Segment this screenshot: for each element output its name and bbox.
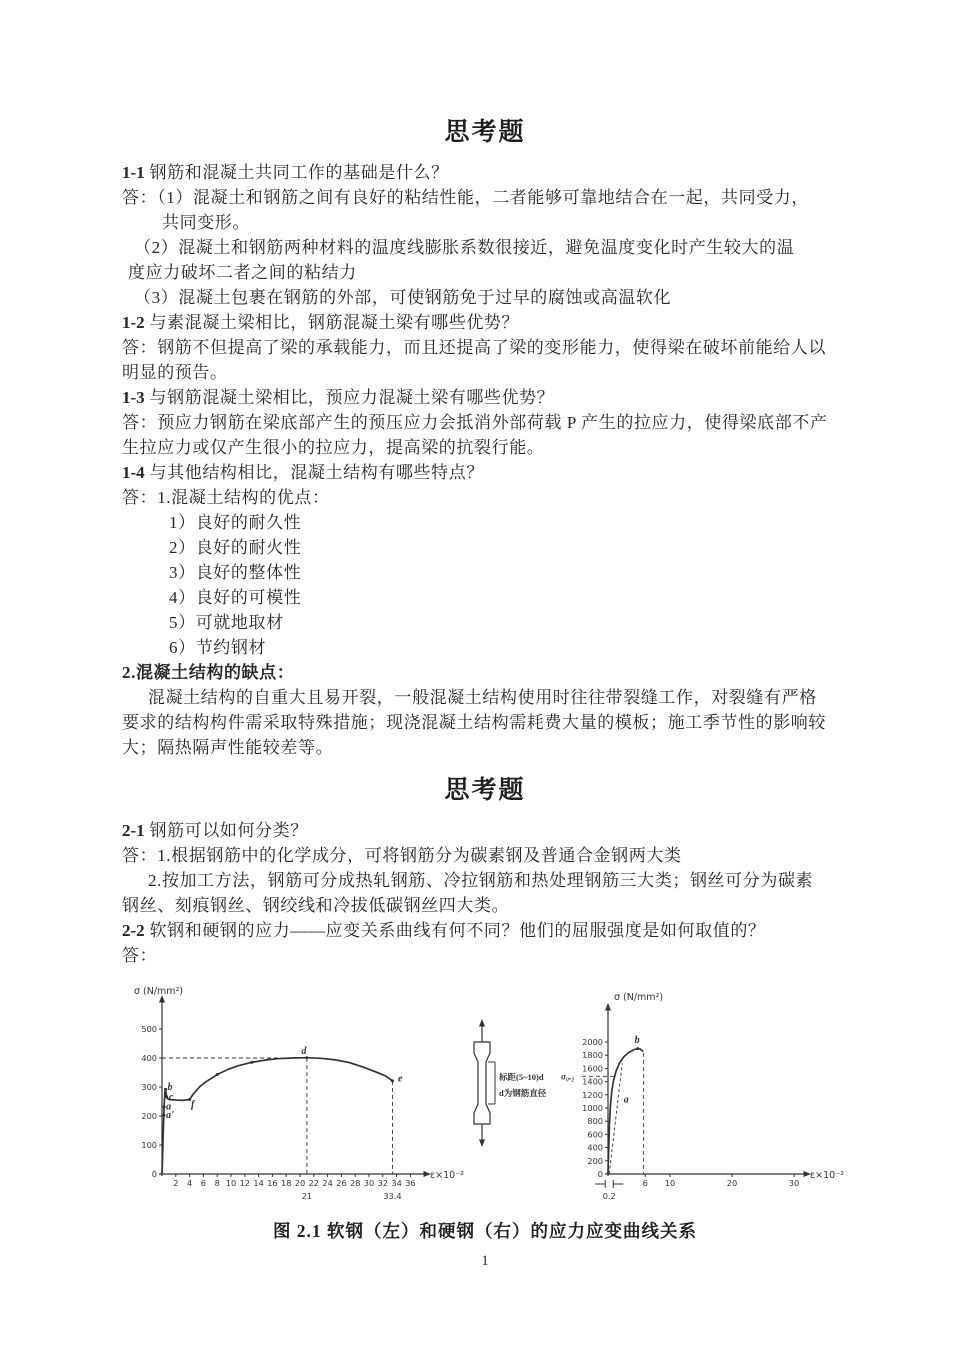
line-text: 要求的结构构件需采取特殊措施；现浇混凝土结构需耗费大量的模板；施工季节性的影响较 [122, 713, 826, 732]
doc-line [122, 660, 848, 685]
doc-line [122, 385, 848, 410]
svg-text:b: b [167, 1082, 173, 1093]
doc-line [122, 610, 848, 635]
svg-text:30: 30 [363, 1178, 375, 1188]
document-body [122, 118, 848, 968]
doc-line [122, 943, 848, 968]
line-text: 生拉应力或仅产生很小的拉应力，提高梁的抗裂行能。 [122, 438, 545, 457]
svg-text:32: 32 [377, 1178, 389, 1188]
doc-line [122, 843, 848, 868]
svg-text:f: f [190, 1099, 195, 1111]
svg-text:6: 6 [200, 1178, 207, 1188]
line-text: 答：预应力钢筋在梁底部产生的预压应力会抵消外部荷载 P 产生的拉应力，使得梁底部不产 [122, 413, 828, 432]
line-text: 4）良好的可模性 [169, 588, 302, 607]
figure-2-1 [122, 976, 848, 1216]
doc-line [122, 868, 848, 893]
svg-text:14: 14 [253, 1178, 264, 1188]
doc-line [122, 460, 848, 485]
svg-text:d为钢筋直径: d为钢筋直径 [499, 1088, 547, 1098]
doc-line [122, 560, 848, 585]
doc-line [122, 210, 848, 235]
line-text: 2）良好的耐火性 [169, 538, 302, 557]
question-number: 2-2 [122, 921, 145, 940]
page-number: 1 [481, 1253, 489, 1269]
svg-text:a': a' [166, 1110, 174, 1122]
specimen-outline [474, 1042, 490, 1124]
svg-text:d: d [301, 1046, 307, 1058]
svg-text:20: 20 [294, 1178, 306, 1188]
svg-text:c: c [168, 1091, 174, 1103]
svg-text:100: 100 [141, 1140, 157, 1150]
svg-text:30: 30 [788, 1178, 800, 1188]
svg-text:6: 6 [642, 1178, 648, 1188]
question-number: 2-1 [122, 821, 145, 840]
doc-line [122, 160, 848, 185]
tension-arrow-up-icon [479, 1019, 485, 1027]
y-axis-arrow-icon [605, 1003, 611, 1011]
svg-text:500: 500 [141, 1024, 157, 1034]
doc-line [122, 585, 848, 610]
svg-text:1600: 1600 [582, 1063, 603, 1074]
line-text: 答： [122, 946, 158, 965]
line-text: （3）混凝土包裹在钢筋的外部，可使钢筋免于过早的腐蚀或高温软化 [134, 288, 672, 307]
doc-line [122, 185, 848, 210]
figure-caption: 图 2.1 软钢（左）和硬钢（右）的应力应变曲线关系 [272, 1221, 698, 1241]
svg-text:e: e [397, 1073, 403, 1085]
svg-text:4: 4 [186, 1178, 193, 1188]
doc-line [122, 410, 848, 435]
line-text: 软钢和硬钢的应力——应变关系曲线有何不同？他们的屈服强度是如何取值的？ [149, 921, 766, 940]
question-number: 1-1 [122, 163, 145, 182]
doc-line [122, 285, 848, 310]
svg-text:8: 8 [214, 1178, 220, 1188]
svg-text:0: 0 [151, 1169, 157, 1179]
svg-text:2000: 2000 [582, 1037, 603, 1047]
svg-text:12: 12 [239, 1178, 251, 1188]
svg-text:ε×10⁻²: ε×10⁻² [810, 1170, 845, 1181]
doc-line [122, 360, 848, 385]
line-text: 答：（1）混凝土和钢筋之间有良好的粘结性能，二者能够可靠地结合在一起，共同受力， [122, 188, 809, 207]
svg-text:σ (N/mm²): σ (N/mm²) [614, 992, 664, 1003]
svg-text:36: 36 [405, 1178, 416, 1188]
svg-text:28: 28 [349, 1178, 361, 1188]
svg-text:24: 24 [322, 1178, 333, 1188]
line-text: 共同变形。 [162, 213, 250, 232]
doc-line [122, 918, 848, 943]
svg-text:400: 400 [141, 1053, 157, 1063]
svg-text:2: 2 [173, 1178, 179, 1188]
line-text: 与素混凝土梁相比，钢筋混凝土梁有哪些优势？ [149, 313, 520, 332]
svg-text:10: 10 [664, 1178, 676, 1188]
section-title: 思考题 [444, 119, 526, 146]
svg-text:b: b [634, 1035, 640, 1047]
doc-line [122, 735, 848, 760]
soft-steel-stress-strain-chart [122, 976, 558, 1216]
svg-text:800: 800 [587, 1116, 603, 1127]
line-text: （2）混凝土和钢筋两种材料的温度线膨胀系数很接近，避免温度变化时产生较大的温 [134, 238, 795, 257]
svg-text:1200: 1200 [582, 1089, 603, 1100]
line-text: 答：1.混凝土结构的优点： [122, 488, 330, 507]
svg-text:18: 18 [280, 1178, 292, 1188]
line-text: 大；隔热隔声性能较差等。 [122, 738, 334, 757]
svg-text:400: 400 [587, 1142, 603, 1153]
line-text: 钢筋可以如何分类？ [149, 821, 308, 840]
doc-line [122, 510, 848, 535]
svg-text:0.2: 0.2 [602, 1191, 616, 1201]
svg-text:600: 600 [587, 1129, 603, 1140]
doc-line [122, 685, 848, 710]
svg-text:200: 200 [587, 1155, 603, 1166]
question-number: 1-4 [122, 463, 145, 482]
svg-text:21: 21 [301, 1191, 313, 1201]
section-2 [122, 776, 848, 968]
doc-line [122, 535, 848, 560]
line-text: 答：1.根据钢筋中的化学成分，可将钢筋分为碳素钢及普通合金钢两大类 [122, 846, 682, 865]
line-text: 3）良好的整体性 [169, 563, 302, 582]
svg-text:34: 34 [391, 1178, 402, 1188]
line-text: 钢筋和混凝土共同工作的基础是什么？ [149, 163, 449, 182]
line-text: 度应力破坏二者之间的粘结力 [128, 263, 357, 282]
line-text: 2.混凝土结构的缺点： [122, 663, 295, 682]
line-text: 混凝土结构的自重大且易开裂，一般混凝土结构使用时往往带裂缝工作，对裂缝有严格 [148, 688, 817, 707]
svg-text:16: 16 [267, 1178, 278, 1188]
tension-arrow-down-icon [479, 1140, 485, 1148]
svg-text:300: 300 [141, 1082, 157, 1092]
svg-text:1800: 1800 [582, 1050, 603, 1061]
doc-line [122, 893, 848, 918]
svg-text:σ₀.₂: σ₀.₂ [561, 1071, 575, 1082]
hard-steel-stress-strain-chart [558, 976, 848, 1216]
question-number: 1-2 [122, 313, 145, 332]
doc-line [122, 710, 848, 735]
line-text: 5）可就地取材 [169, 613, 284, 632]
line-text: 6）节约钢材 [169, 638, 267, 657]
svg-text:0: 0 [597, 1169, 603, 1179]
svg-text:标距(5~10)d: 标距(5~10)d [499, 1072, 544, 1082]
question-number: 1-3 [122, 388, 145, 407]
line-text: 答：钢筋不但提高了梁的承载能力，而且还提高了梁的变形能力，使得梁在破坏前能给人以 [122, 338, 826, 357]
line-text: 钢丝、刻痕钢丝、钢绞线和冷拔低碳钢丝四大类。 [122, 896, 510, 915]
doc-line [122, 335, 848, 360]
svg-text:a: a [623, 1094, 629, 1106]
svg-text:a: a [166, 1101, 172, 1113]
section-title: 思考题 [444, 777, 526, 804]
doc-line [122, 310, 848, 335]
line-text: 明显的预告。 [122, 363, 228, 382]
doc-line [122, 635, 848, 660]
svg-text:26: 26 [336, 1178, 347, 1188]
svg-text:σ (N/mm²): σ (N/mm²) [134, 986, 184, 997]
svg-text:33.4: 33.4 [383, 1191, 402, 1201]
doc-line [122, 818, 848, 843]
doc-line [122, 435, 848, 460]
section-1 [122, 118, 848, 760]
svg-text:ε×10⁻²: ε×10⁻² [430, 1170, 465, 1181]
svg-text:1000: 1000 [582, 1103, 603, 1113]
svg-text:22: 22 [308, 1178, 320, 1188]
svg-text:10: 10 [225, 1178, 237, 1188]
line-text: 与钢筋混凝土梁相比，预应力混凝土梁有哪些优势？ [149, 388, 555, 407]
svg-text:20: 20 [726, 1178, 738, 1188]
line-text: 1）良好的耐久性 [169, 513, 302, 532]
svg-text:200: 200 [141, 1111, 157, 1121]
svg-text:1400: 1400 [582, 1076, 603, 1087]
doc-line [122, 260, 848, 285]
doc-line [122, 235, 848, 260]
line-text: 2.按加工方法，钢筋可分成热轧钢筋、冷拉钢筋和热处理钢筋三大类；钢丝可分为碳素 [148, 871, 814, 890]
doc-line [122, 485, 848, 510]
line-text: 与其他结构相比，混凝土结构有哪些特点？ [149, 463, 484, 482]
